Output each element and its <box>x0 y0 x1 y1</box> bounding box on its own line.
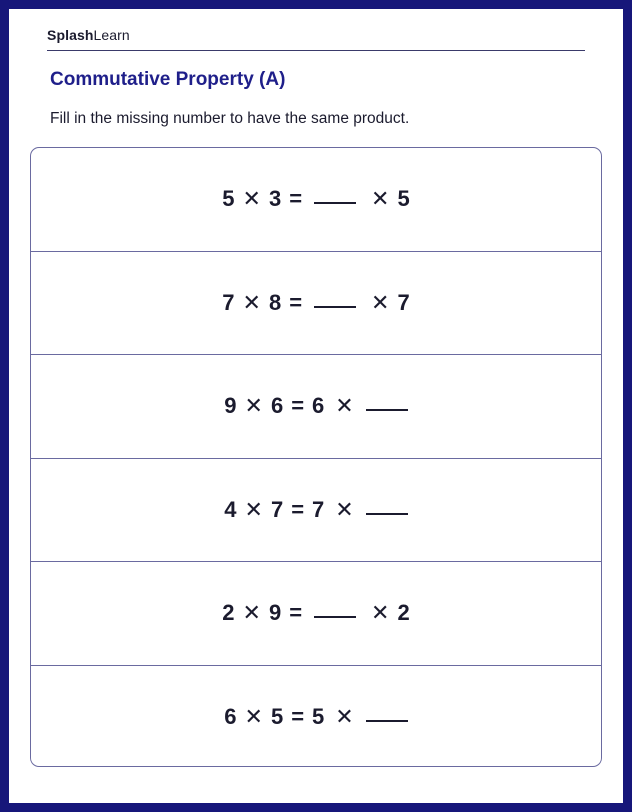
problem-row <box>31 562 601 666</box>
splashlearn-logo <box>47 27 130 43</box>
right-factor: 7 <box>312 496 325 522</box>
logo-learn-text: Learn <box>93 27 130 43</box>
times-symbol: ✕ <box>244 393 263 419</box>
times-symbol: ✕ <box>371 600 390 626</box>
left-factor-1: 2 <box>222 600 235 626</box>
problem-list <box>30 147 602 767</box>
times-symbol: ✕ <box>244 496 263 522</box>
answer-blank[interactable] <box>314 302 356 308</box>
times-symbol: ✕ <box>335 704 354 730</box>
times-symbol: ✕ <box>335 496 354 522</box>
left-factor-1: 4 <box>224 496 237 522</box>
worksheet-title: Commutative Property (A) <box>50 69 286 90</box>
answer-blank[interactable] <box>366 405 408 411</box>
left-factor-2: 9 <box>268 600 282 626</box>
right-factor: 2 <box>397 600 410 626</box>
left-factor-2: 6 <box>270 393 284 419</box>
left-factor-1: 7 <box>222 289 235 315</box>
left-factor-2: 3 <box>268 186 282 212</box>
equals-symbol: = <box>291 496 305 522</box>
times-symbol: ✕ <box>242 600 261 626</box>
equation <box>222 600 409 626</box>
left-factor-1: 9 <box>224 393 237 419</box>
equation <box>222 186 409 212</box>
times-symbol: ✕ <box>371 186 390 212</box>
equation <box>224 704 407 730</box>
right-factor: 5 <box>397 186 410 212</box>
answer-blank[interactable] <box>314 198 356 204</box>
problem-row <box>31 459 601 563</box>
problem-row <box>31 355 601 459</box>
left-factor-1: 6 <box>224 704 237 730</box>
worksheet-instruction: Fill in the missing number to have the same product. <box>50 110 410 127</box>
header-divider <box>47 50 585 51</box>
times-symbol: ✕ <box>242 289 261 315</box>
equals-symbol: = <box>289 600 303 626</box>
right-factor: 6 <box>312 393 325 419</box>
answer-blank[interactable] <box>366 509 408 515</box>
right-factor: 7 <box>397 289 410 315</box>
equals-symbol: = <box>291 393 305 419</box>
left-factor-2: 8 <box>268 289 282 315</box>
problem-row <box>31 252 601 356</box>
times-symbol: ✕ <box>242 186 261 212</box>
left-factor-2: 7 <box>270 496 284 522</box>
equals-symbol: = <box>291 704 305 730</box>
equals-symbol: = <box>289 186 303 212</box>
equation <box>222 290 409 316</box>
equation <box>224 497 407 523</box>
times-symbol: ✕ <box>371 289 390 315</box>
problem-row <box>31 148 601 252</box>
logo-splash-text: Splash <box>47 27 94 43</box>
right-factor: 5 <box>312 704 325 730</box>
left-factor-2: 5 <box>270 704 284 730</box>
problem-row <box>31 666 601 768</box>
equals-symbol: = <box>289 289 303 315</box>
times-symbol: ✕ <box>244 704 263 730</box>
equation <box>224 393 407 419</box>
times-symbol: ✕ <box>335 393 354 419</box>
answer-blank[interactable] <box>366 716 408 722</box>
left-factor-1: 5 <box>222 186 235 212</box>
answer-blank[interactable] <box>314 612 356 618</box>
